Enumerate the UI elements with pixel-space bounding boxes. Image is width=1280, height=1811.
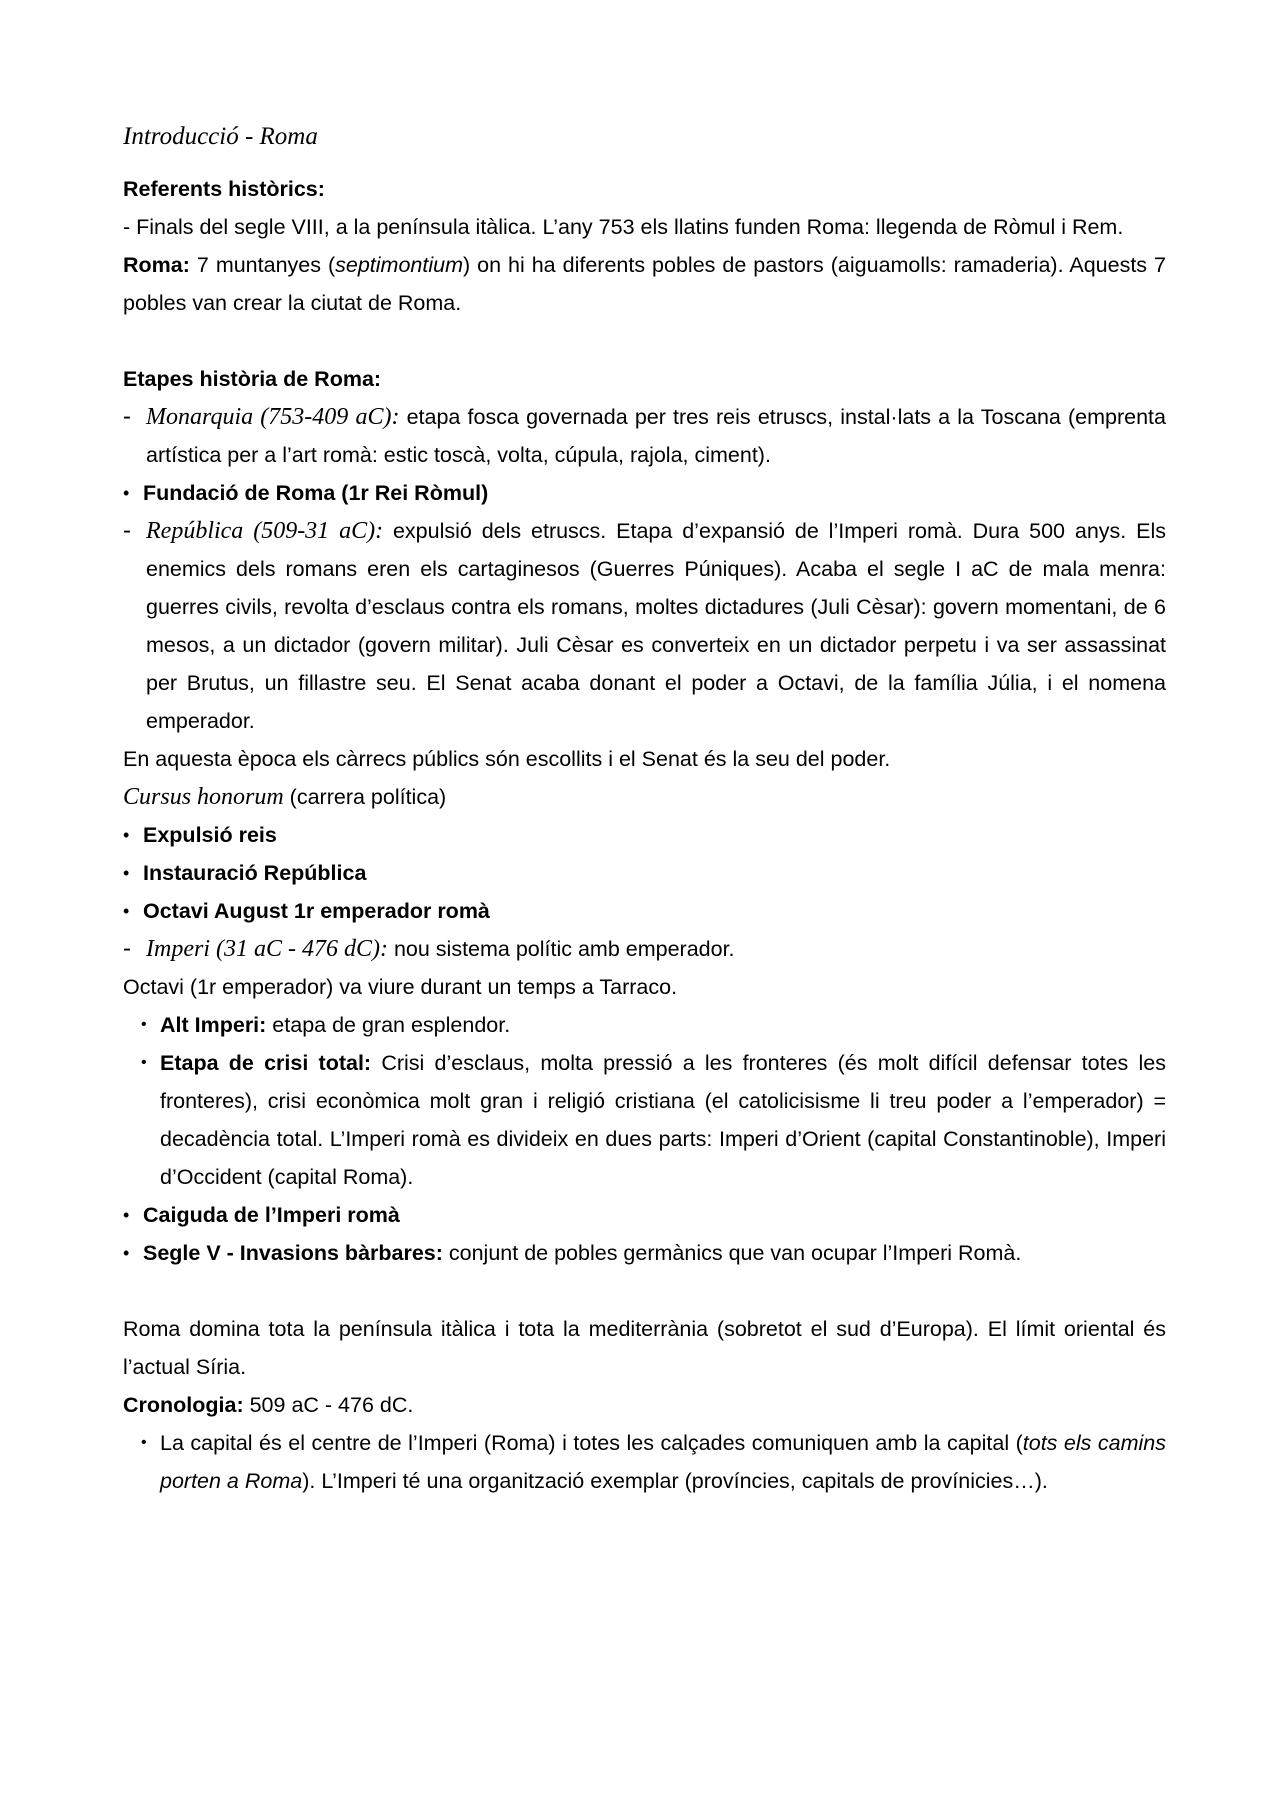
imperi-item <box>123 930 1166 968</box>
bullet-marker: • <box>141 1054 147 1071</box>
republica-text: expulsió dels etruscs. Etapa d’expansió de l’Imperi romà. Dura 500 anys. Els enemics dels romans eren els cartaginesos (Guerres Púniques). Acaba el segle I aC de mala menra: guerres civils, revolta d’esclaus contra els romans, moltes dictadures (Juli Cèsar): govern momentani, de 6 mesos, a un dictador (govern militar). Juli Cèsar es converteix en un dictador perpetu i va ser assassinat per Brutus, un fillastre seu. El Senat acaba donant el poder a Octavi, de la família Júlia, i el nomena emperador. <box>146 519 1166 733</box>
roma-paragraph: Roma: 7 muntanyes (septimontium) on hi ha diferents pobles de pastors (aiguamolls: ramaderia). Aquests 7 pobles van crear la ciutat de Roma. <box>123 253 1166 315</box>
document-page <box>123 118 1166 1500</box>
bullet-marker: • <box>123 901 130 921</box>
cursus-paragraph: Cursus honorum (carrera política) <box>123 784 447 810</box>
carrecs-paragraph: En aquesta època els càrrecs públics són escollits i el Senat és la seu del poder. <box>123 747 891 771</box>
caiguda-item: • Caiguda de l’Imperi romà <box>123 1196 1166 1234</box>
bullet-marker: • <box>123 483 130 503</box>
bullet-marker: • <box>141 1434 147 1451</box>
bullet-marker: • <box>123 1243 130 1263</box>
dash-marker: - <box>123 403 131 430</box>
fundacio-text: Fundació de Roma (1r Rei Ròmul) <box>143 481 489 505</box>
bullet-marker: • <box>123 863 130 883</box>
bullet-marker: • <box>123 825 130 845</box>
fundacio-item <box>123 474 1166 512</box>
referents-line: - Finals del segle VIII, a la península itàlica. L’any 753 els llatins funden Roma: llegenda de Ròmul i Rem. <box>123 215 1124 239</box>
monarquia-item <box>123 398 1166 474</box>
dash-marker: - <box>123 517 131 544</box>
republica-item <box>123 512 1166 740</box>
cronologia-paragraph: Cronologia: 509 aC - 476 dC. <box>123 1393 414 1417</box>
monarquia-text: etapa fosca governada per tres reis etruscs, instal·lats a la Toscana (emprenta artística per a l’art romà: estic toscà, volta, cúpula, rajola, ciment). <box>146 405 1166 467</box>
imperi-text: nou sistema polític amb emperador. <box>387 937 735 961</box>
imperi-label: Imperi (31 aC - 476 dC): <box>146 936 388 962</box>
alt-imperi-item: • Alt Imperi: etapa de gran esplendor. <box>123 1006 1166 1044</box>
segle-item: • Segle V - Invasions bàrbares: conjunt de pobles germànics que van ocupar l’Imperi Romà. <box>123 1234 1166 1272</box>
capital-item: • La capital és el centre de l’Imperi (Roma) i totes les calçades comuniquen amb la capital (tots els camins porten a Roma). L’Imperi té una organització exemplar (províncies, capitals de provínicies…). <box>123 1424 1166 1500</box>
crisi-item: • Etapa de crisi total: Crisi d’esclaus, molta pressió a les fronteres (és molt difícil defensar totes les fronteres), crisi econòmica molt gran i religió cristiana (el catolicisisme li treu poder a l’emperador) = decadència total. L’Imperi romà es divideix en dues parts: Imperi d’Orient (capital Constantinoble), Imperi d’Occident (capital Roma). <box>123 1044 1166 1196</box>
list-item: • Instauració República <box>123 854 1166 892</box>
bullet-marker: • <box>123 1205 130 1225</box>
referents-heading: Referents històrics: <box>123 177 325 201</box>
list-item: • Expulsió reis <box>123 816 1166 854</box>
monarquia-label: Monarquia (753-409 aC): <box>146 404 400 430</box>
domini-paragraph: Roma domina tota la península itàlica i tota la mediterrània (sobretot el sud d’Europa). El límit oriental és l’actual Síria. <box>123 1317 1166 1379</box>
etapes-heading: Etapes història de Roma: <box>123 367 382 391</box>
dash-marker: - <box>123 935 131 962</box>
list-item: • Octavi August 1r emperador romà <box>123 892 1166 930</box>
octavi-paragraph: Octavi (1r emperador) va viure durant un temps a Tarraco. <box>123 975 678 999</box>
republica-label: República (509-31 aC): <box>146 518 384 544</box>
document-title: Introducció - Roma <box>123 123 318 150</box>
bullet-marker: • <box>141 1016 147 1033</box>
